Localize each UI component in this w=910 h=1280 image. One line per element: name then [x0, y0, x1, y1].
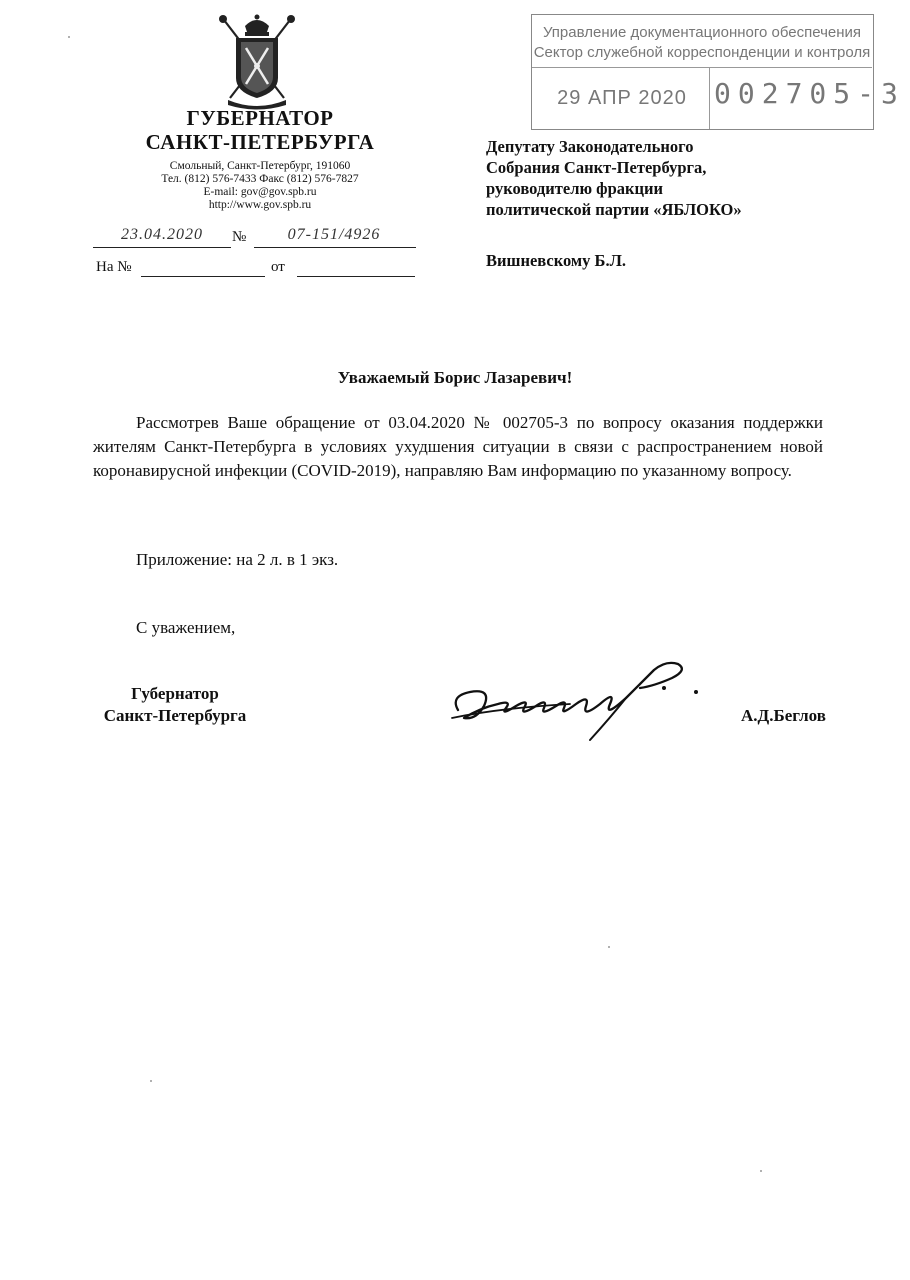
- stamp-sector: Сектор служебной корреспонденции и контроля: [533, 44, 871, 61]
- stamp-date: 29 АПР 2020: [557, 87, 687, 109]
- reference-number-label: На №: [96, 259, 132, 275]
- signer-position: Санкт-Петербурга: [103, 706, 247, 725]
- scan-speck: [760, 1170, 762, 1172]
- outgoing-number-line: [254, 246, 416, 248]
- contact-phones: Тел. (812) 576-7433 Факс (812) 576-7827: [161, 173, 359, 185]
- outgoing-number-label: №: [232, 229, 247, 245]
- stamp-department: Управление документационного обеспечения: [542, 24, 862, 41]
- addressee-line: политической партии «ЯБЛОКО»: [486, 200, 742, 219]
- coat-of-arms-icon: [214, 12, 300, 114]
- reference-number-line: [141, 275, 265, 277]
- contact-address: Смольный, Санкт-Петербург, 191060: [169, 160, 351, 172]
- outgoing-number: 07-151/4926: [287, 226, 381, 243]
- salutation: Уважаемый Борис Лазаревич!: [337, 368, 573, 387]
- reference-date-line: [297, 275, 415, 277]
- city-title: САНКТ-ПЕТЕРБУРГА: [145, 130, 375, 154]
- scan-speck: [68, 36, 70, 38]
- stamp-divider: [709, 67, 710, 129]
- addressee-line: Собрания Санкт-Петербурга,: [486, 158, 707, 177]
- contact-website: http://www.gov.spb.ru: [208, 199, 312, 211]
- scan-speck: [608, 946, 610, 948]
- addressee-name: Вишневскому Б.Л.: [486, 251, 627, 270]
- contact-email: E-mail: gov@gov.spb.ru: [203, 186, 317, 198]
- registration-stamp: [531, 14, 905, 130]
- outgoing-date-line: [93, 246, 231, 248]
- addressee-line: Депутату Законодательного: [486, 137, 694, 156]
- reference-from-label: от: [271, 259, 285, 275]
- stamp-divider: [532, 67, 872, 68]
- addressee-line: руководителю фракции: [486, 179, 664, 198]
- outgoing-date: 23.04.2020: [121, 226, 203, 243]
- letter-body: Рассмотрев Ваше обращение от 03.04.2020 № 002705-3 по вопросу оказания поддержки жителям Санкт-Петербурга в условиях ухудшения ситуации в связи с распространением новой коронавирусной инфекции (COVID-2019), направляю Вам информацию по указанному вопросу.: [93, 413, 823, 480]
- handwritten-signature: [440, 648, 710, 748]
- stamp-registration-number: 002705-3: [714, 77, 905, 110]
- attachment-note: Приложение: на 2 л. в 1 экз.: [136, 550, 339, 569]
- scan-speck: [150, 1080, 152, 1082]
- closing-regards: С уважением,: [136, 618, 236, 637]
- governor-title: ГУБЕРНАТОР: [186, 106, 334, 130]
- signer-name: А.Д.Беглов: [741, 706, 826, 725]
- signer-position: Губернатор: [131, 684, 219, 703]
